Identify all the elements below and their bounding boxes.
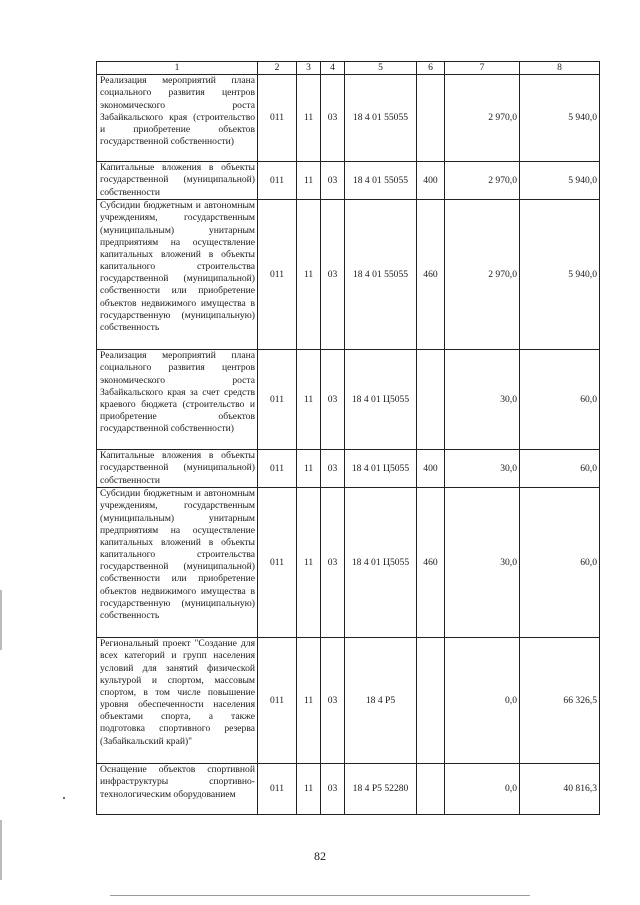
row-ministry-code: 011 <box>258 450 297 488</box>
table-row <box>97 638 600 764</box>
row-amount-7: 0,0 <box>445 638 520 764</box>
row-target-article: 18 4 01 Ц5055 <box>345 450 417 488</box>
row-target-article: 18 4 01 Ц5055 <box>345 350 417 450</box>
row-amount-8: 60,0 <box>520 488 600 638</box>
row-name: Субсидии бюджетным и автономным учреждениям, государственным (муниципальным) унитарным предприятиям на осуществление капитальных вложений в объекты капитального строительства государственной (муниципальной) собственности или приобретение объектов недвижимого имущества в государственную (муниципальную) собственность <box>97 200 258 350</box>
row-name: Капитальные вложения в объекты государственной (муниципальной) собственности <box>97 450 258 488</box>
row-ministry-code: 011 <box>258 75 297 162</box>
row-section: 11 <box>297 450 321 488</box>
table-row <box>97 162 600 200</box>
row-amount-8: 5 940,0 <box>520 75 600 162</box>
table-row <box>97 350 600 450</box>
row-amount-8: 5 940,0 <box>520 162 600 200</box>
row-section: 11 <box>297 350 321 450</box>
row-name: Реализация мероприятий плана социального развития центров экономического роста Забайкальского края (строительство и приобретение объектов государственной собственности) <box>97 75 258 162</box>
row-section: 11 <box>297 162 321 200</box>
row-amount-7: 2 970,0 <box>445 200 520 350</box>
row-section: 11 <box>297 638 321 764</box>
row-subsection: 03 <box>321 350 345 450</box>
row-target-article: 18 4 01 55055 <box>345 162 417 200</box>
row-subsection: 03 <box>321 450 345 488</box>
row-expense-type: 400 <box>417 162 445 200</box>
header-col-7: 7 <box>445 62 520 75</box>
row-amount-7: 30,0 <box>445 450 520 488</box>
row-expense-type: 460 <box>417 200 445 350</box>
row-target-article: 18 4 01 55055 <box>345 200 417 350</box>
table-header-row <box>97 62 600 75</box>
scan-margin-mark <box>0 820 2 880</box>
row-target-article: 18 4 01 55055 <box>345 75 417 162</box>
row-ministry-code: 011 <box>258 350 297 450</box>
table-row <box>97 450 600 488</box>
row-target-article: 18 4 Р5 52280 <box>345 764 417 815</box>
row-amount-8: 66 326,5 <box>520 638 600 764</box>
header-col-2: 2 <box>258 62 297 75</box>
header-col-6: 6 <box>417 62 445 75</box>
row-subsection: 03 <box>321 638 345 764</box>
row-name: Оснащение объектов спортивной инфраструктуры спортивно-технологическим оборудованием <box>97 764 258 815</box>
page-number: 82 <box>314 849 326 863</box>
row-section: 11 <box>297 75 321 162</box>
row-name: Капитальные вложения в объекты государственной (муниципальной) собственности <box>97 162 258 200</box>
row-ministry-code: 011 <box>258 764 297 815</box>
row-expense-type <box>417 764 445 815</box>
row-section: 11 <box>297 200 321 350</box>
row-expense-type <box>417 638 445 764</box>
header-col-3: 3 <box>297 62 321 75</box>
table-row <box>97 75 600 162</box>
row-amount-7: 30,0 <box>445 350 520 450</box>
row-target-article: 18 4 01 Ц5055 <box>345 488 417 638</box>
budget-table <box>96 61 600 815</box>
row-amount-8: 5 940,0 <box>520 200 600 350</box>
row-subsection: 03 <box>321 162 345 200</box>
table-row <box>97 488 600 638</box>
scan-margin-mark <box>0 590 2 650</box>
row-subsection: 03 <box>321 488 345 638</box>
header-col-1: 1 <box>97 62 258 75</box>
row-target-article: 18 4 Р5 <box>345 638 417 764</box>
row-name: Региональный проект "Создание для всех категорий и групп населения условий для занятий физической культурой и спортом, массовым спортом, в том числе повышение уровня обеспеченности населения объектами спорта, а также подготовка спортивного резерва (Забайкальский край)" <box>97 638 258 764</box>
row-subsection: 03 <box>321 200 345 350</box>
row-amount-7: 2 970,0 <box>445 162 520 200</box>
row-amount-7: 30,0 <box>445 488 520 638</box>
row-expense-type: 400 <box>417 450 445 488</box>
row-expense-type <box>417 350 445 450</box>
row-subsection: 03 <box>321 764 345 815</box>
row-name: Реализация мероприятий плана социального развития центров экономического роста Забайкальского края за счет средств краевого бюджета (строительство и приобретение объектов государственной собственности) <box>97 350 258 450</box>
scan-speck <box>63 797 65 799</box>
table-row <box>97 764 600 815</box>
row-amount-7: 0,0 <box>445 764 520 815</box>
row-expense-type: 460 <box>417 488 445 638</box>
row-ministry-code: 011 <box>258 638 297 764</box>
header-col-4: 4 <box>321 62 345 75</box>
row-amount-8: 60,0 <box>520 350 600 450</box>
row-ministry-code: 011 <box>258 162 297 200</box>
scan-bottom-edge <box>110 895 530 896</box>
row-ministry-code: 011 <box>258 488 297 638</box>
header-col-5: 5 <box>345 62 417 75</box>
row-expense-type <box>417 75 445 162</box>
row-ministry-code: 011 <box>258 200 297 350</box>
header-col-8: 8 <box>520 62 600 75</box>
row-subsection: 03 <box>321 75 345 162</box>
table-row <box>97 200 600 350</box>
row-section: 11 <box>297 488 321 638</box>
row-amount-7: 2 970,0 <box>445 75 520 162</box>
row-name: Субсидии бюджетным и автономным учреждениям, государственным (муниципальным) унитарным предприятиям на осуществление капитальных вложений в объекты капитального строительства государственной (муниципальной) собственности или приобретение объектов недвижимого имущества в государственную (муниципальную) собственность <box>97 488 258 638</box>
row-section: 11 <box>297 764 321 815</box>
row-amount-8: 60,0 <box>520 450 600 488</box>
row-amount-8: 40 816,3 <box>520 764 600 815</box>
